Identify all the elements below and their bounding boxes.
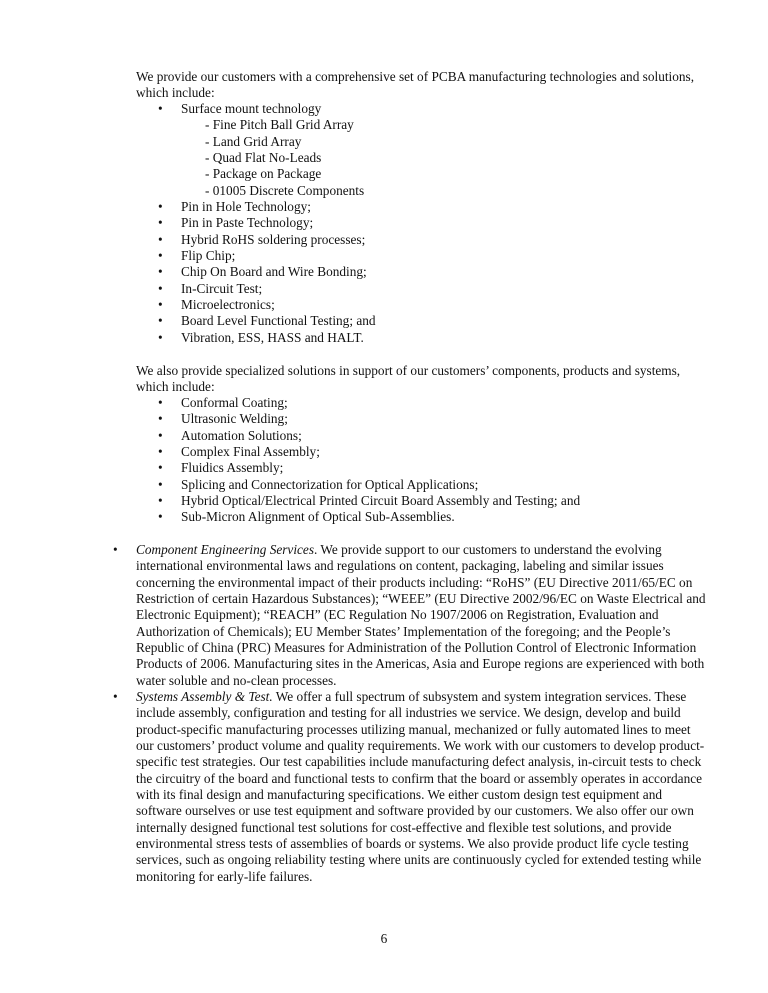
bullet-icon: • — [158, 460, 163, 476]
text-line — [136, 656, 706, 672]
list-item — [158, 427, 580, 444]
text-span: . We provide support to our customers to understand the evolving — [314, 542, 662, 557]
smt-sublist — [181, 117, 376, 199]
intro-paragraph-1 — [136, 69, 694, 102]
text-line — [136, 820, 704, 836]
line-text: - Quad Flat No-Leads — [205, 149, 322, 165]
line-text: Hybrid RoHS soldering processes; — [181, 231, 366, 247]
solutions-list — [158, 395, 581, 526]
bullet-icon: • — [158, 411, 163, 427]
bullet-icon: • — [158, 427, 163, 443]
line-text: software ourselves or use test equipment and software provided by our customers. We also offer our own — [136, 803, 694, 819]
list-item — [158, 264, 376, 280]
list-item — [158, 198, 376, 215]
bullet-icon: • — [158, 476, 163, 492]
list-item — [158, 215, 376, 231]
text-line — [136, 803, 704, 819]
line-text: water soluble and no-clean processes. — [136, 672, 337, 688]
text-line — [205, 134, 376, 150]
line-text: with its final design and manufacturing specifications. We either custom design test equipment and — [136, 786, 662, 802]
list-item — [158, 443, 580, 460]
technology-list — [158, 101, 376, 346]
bullet-icon: • — [113, 689, 118, 704]
list-2 — [158, 395, 581, 526]
systems-assembly-paragraph — [113, 689, 705, 885]
line-text: Authorization of Chemicals); EU Member States’ Implementation of the foregoing; and the People’s — [136, 623, 671, 639]
list-item — [158, 476, 580, 493]
line-text: international environmental laws and regulations on content, packaging, labeling and similar issues — [136, 558, 664, 574]
text-line — [136, 738, 704, 754]
list-item — [158, 280, 376, 297]
line-text: In-Circuit Test; — [181, 280, 263, 296]
line-text: Hybrid Optical/Electrical Printed Circuit Board Assembly and Testing; and — [181, 492, 581, 508]
line-text: - Land Grid Array — [205, 133, 302, 149]
page-number: 6 — [380, 931, 388, 946]
line-text: Ultrasonic Welding; — [181, 411, 288, 427]
bullet-icon: • — [158, 492, 163, 508]
bullet-icon: • — [158, 509, 163, 525]
line-text: Sub-Micron Alignment of Optical Sub-Assemblies. — [181, 509, 455, 525]
list-item — [158, 247, 376, 264]
line-text: Vibration, ESS, HASS and HALT. — [181, 329, 364, 345]
text-line — [136, 836, 704, 852]
bullet-icon: • — [158, 329, 163, 345]
list-item-label: Surface mount technology — [181, 101, 322, 116]
bullet-icon: • — [158, 198, 163, 214]
line-text: Electronic Equipment); “REACH” (EC Regulation No 1907/2006 on Registration, Evaluation and — [136, 607, 659, 623]
text-line — [136, 558, 706, 574]
text-line — [136, 591, 706, 607]
line-text: - Fine Pitch Ball Grid Array — [205, 117, 354, 133]
line-text: concerning the environmental impact of their products including: “RoHS” (EU Directive 2011/65/EC on — [136, 574, 693, 590]
line-text: product-specific manufacturing processes utilizing manual, mechanized or fully automated lines to meet — [136, 721, 691, 737]
text-line — [205, 183, 376, 199]
list-item — [158, 313, 376, 329]
list-item — [158, 231, 376, 248]
line-text: - 01005 Discrete Components — [205, 182, 365, 198]
line-text: Splicing and Connectorization for Optical Applications; — [181, 476, 479, 492]
line-text: Republic of China (PRC) Measures for Administration of the Pollution Control of Electronic Information — [136, 639, 697, 655]
paragraph-lines — [136, 705, 704, 885]
line-text: environmental stress tests of assemblies of boards or systems. We also provide product life cycle testing — [136, 835, 689, 851]
line-text: our customers’ product volume and quality requirements. We work with our customers to develop product- — [136, 737, 705, 753]
bullet-icon: • — [158, 443, 163, 459]
list-item — [158, 395, 580, 411]
list-1 — [158, 198, 376, 346]
bullet-icon: • — [158, 215, 163, 231]
text-span: We offer a full spectrum of subsystem and system integration services. These — [272, 689, 687, 704]
text-line — [136, 771, 704, 787]
text-line — [113, 542, 706, 558]
line-text: Automation Solutions; — [181, 427, 302, 443]
line-text: Microelectronics; — [181, 296, 275, 312]
line-text: Board Level Functional Testing; and — [181, 313, 376, 329]
bullet-icon: • — [113, 542, 118, 557]
text-line — [136, 705, 704, 721]
text-line — [205, 166, 376, 182]
text-line: which include: — [136, 379, 215, 395]
bullet-icon: • — [158, 247, 163, 263]
line-text: monitoring for early-life failures. — [136, 868, 313, 884]
bullet-icon: • — [158, 313, 163, 329]
text-line: We also provide specialized solutions in support of our customers’ components, products and systems, — [136, 363, 681, 378]
text-line — [136, 640, 706, 656]
list-item — [158, 492, 581, 509]
bullet-icon: • — [158, 264, 163, 280]
line-text: Products of 2006. Manufacturing sites in the Americas, Asia and Europe regions are experienced with both — [136, 656, 705, 672]
bullet-icon: • — [158, 296, 163, 312]
line-text: services, such as ongoing reliability testing where units are continuously cycled for extended testing while — [136, 852, 702, 868]
line-text: specific test strategies. Our test capabilities include manufacturing defect analysis, in-circuit tests to check — [136, 754, 702, 770]
text-line — [136, 607, 706, 623]
section-lead: Component Engineering Services — [136, 542, 314, 557]
text-line: which include: — [136, 85, 215, 101]
line-text: Pin in Paste Technology; — [181, 215, 314, 231]
text-line — [136, 575, 706, 591]
text-line — [136, 852, 704, 868]
bullet-icon: • — [158, 280, 163, 296]
line-text: Complex Final Assembly; — [181, 443, 320, 459]
list-item — [158, 101, 376, 117]
text-line — [136, 722, 704, 738]
bullet-icon: • — [158, 231, 163, 247]
list-item — [158, 509, 580, 525]
line-text: Fluidics Assembly; — [181, 460, 284, 476]
line-text: - Package on Package — [205, 166, 322, 182]
line-text: Chip On Board and Wire Bonding; — [181, 264, 367, 280]
line-text: include assembly, configuration and testing for all industries we service. We design, develop and build — [136, 705, 681, 721]
text-line — [136, 624, 706, 640]
text-line — [136, 869, 704, 885]
intro-paragraph-2 — [136, 363, 680, 396]
component-engineering-paragraph — [113, 542, 706, 689]
list-item — [158, 411, 580, 427]
line-text: Conformal Coating; — [181, 395, 288, 410]
line-text: the circuitry of the board and functional tests to confirm that the board or assembly operates in accordance — [136, 770, 703, 786]
list-item — [158, 329, 376, 346]
text-line — [205, 150, 376, 166]
text-line: We provide our customers with a comprehensive set of PCBA manufacturing technologies and solutions, — [136, 69, 695, 84]
line-text: Pin in Hole Technology; — [181, 198, 311, 214]
text-line — [136, 673, 706, 689]
text-line — [136, 754, 704, 770]
list-item — [158, 460, 580, 476]
bullet-icon: • — [158, 395, 163, 410]
section-lead: Systems Assembly & Test. — [136, 689, 273, 704]
text-line — [136, 787, 704, 803]
line-text: internally designed functional test solutions for cost-effective and flexible test solutions, and provide — [136, 819, 672, 835]
paragraph-lines — [136, 558, 706, 689]
list-item — [158, 296, 376, 313]
text-line — [113, 689, 704, 705]
line-text: Restriction of certain Hazardous Substances); “WEEE” (EU Directive 2002/96/EC on Waste Electrical and — [136, 590, 706, 606]
line-text: Flip Chip; — [181, 247, 236, 263]
text-line — [205, 117, 376, 133]
bullet-icon: • — [158, 101, 163, 116]
